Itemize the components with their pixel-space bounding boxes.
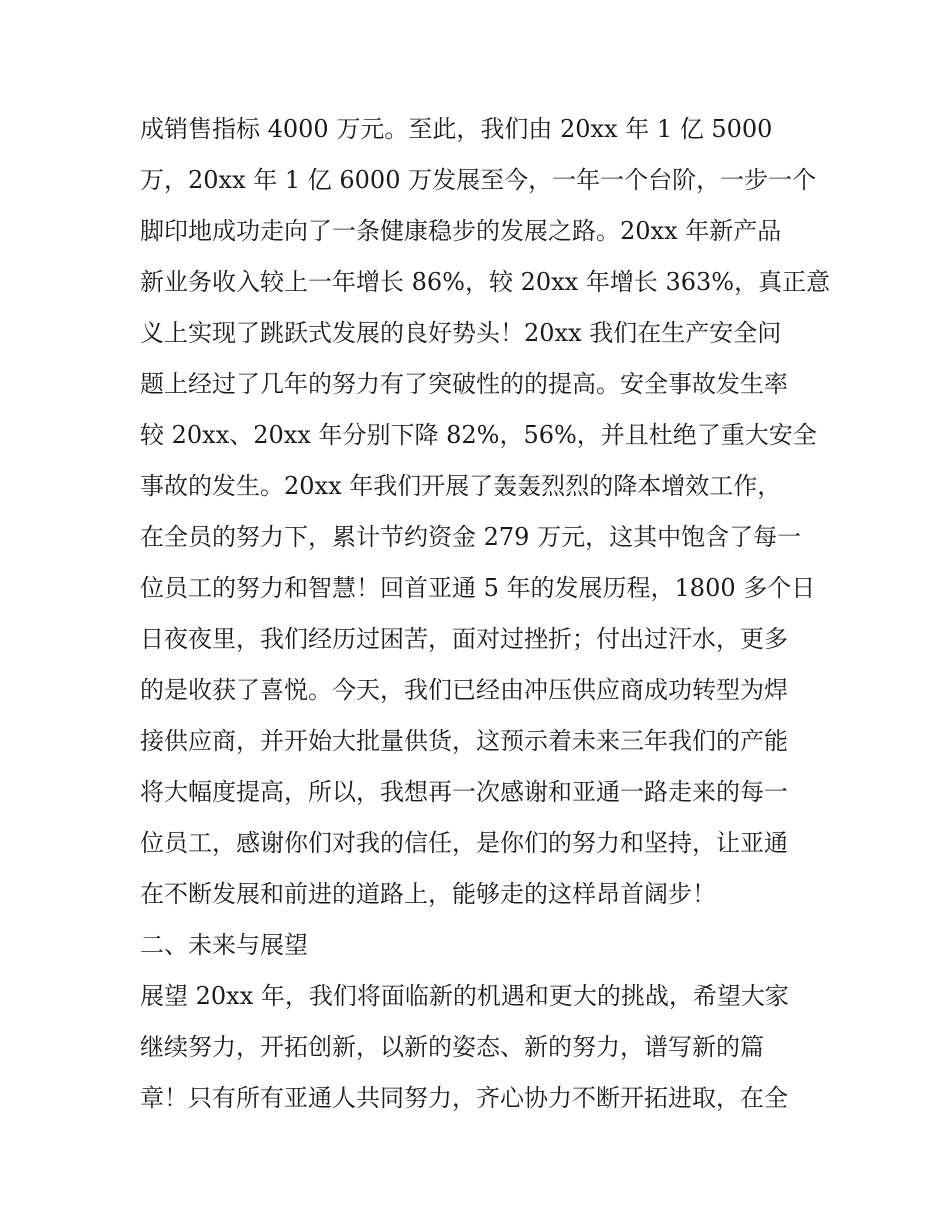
paragraph-line-5: 义上实现了跳跃式发展的良好势头！20xx 我们在生产安全问 — [140, 319, 782, 347]
paragraph-line-13: 接供应商，并开始大批量供货，这预示着未来三年我们的产能 — [140, 727, 788, 755]
paragraph-line-6: 题上经过了几年的努力有了突破性的的提高。安全事故发生率 — [140, 370, 788, 398]
paragraph-line-2: 万，20xx 年 1 亿 6000 万发展至今，一年一个台阶，一步一个 — [140, 166, 817, 194]
paragraph-line-15: 位员工，感谢你们对我的信任，是你们的努力和坚持，让亚通 — [140, 829, 788, 857]
paragraph-line-1: 成销售指标 4000 万元。至此，我们由 20xx 年 1 亿 5000 — [140, 115, 773, 143]
paragraph-line-7: 较 20xx、20xx 年分别下降 82%，56%，并且杜绝了重大安全 — [140, 421, 817, 449]
paragraph-line-14: 将大幅度提高，所以，我想再一次感谢和亚通一路走来的每一 — [140, 778, 788, 806]
section-heading: 二、未来与展望 — [140, 931, 308, 959]
paragraph-line-12: 的是收获了喜悦。今天，我们已经由冲压供应商成功转型为焊 — [140, 676, 788, 704]
document-body — [140, 104, 831, 1124]
paragraph-line-9: 在全员的努力下，累计节约资金 279 万元，这其中饱含了每一 — [140, 523, 802, 551]
paragraph-line-20: 章！只有所有亚通人共同努力，齐心协力不断开拓进取，在全 — [140, 1084, 788, 1112]
paragraph-line-16: 在不断发展和前进的道路上，能够走的这样昂首阔步！ — [140, 880, 716, 908]
paragraph-line-10: 位员工的努力和智慧！回首亚通 5 年的发展历程，1800 多个日 — [140, 574, 816, 602]
paragraph-line-8: 事故的发生。20xx 年我们开展了轰轰烈烈的降本增效工作， — [140, 472, 782, 500]
paragraph-line-18: 展望 20xx 年，我们将面临新的机遇和更大的挑战，希望大家 — [140, 982, 789, 1010]
paragraph-line-3: 脚印地成功走向了一条健康稳步的发展之路。20xx 年新产品 — [140, 217, 782, 245]
paragraph-line-19: 继续努力，开拓创新，以新的姿态、新的努力，谱写新的篇 — [140, 1033, 764, 1061]
paragraph-line-11: 日夜夜里，我们经历过困苦，面对过挫折；付出过汗水，更多 — [140, 625, 788, 653]
paragraph-line-4: 新业务收入较上一年增长 86%，较 20xx 年增长 363%，真正意 — [140, 268, 831, 296]
